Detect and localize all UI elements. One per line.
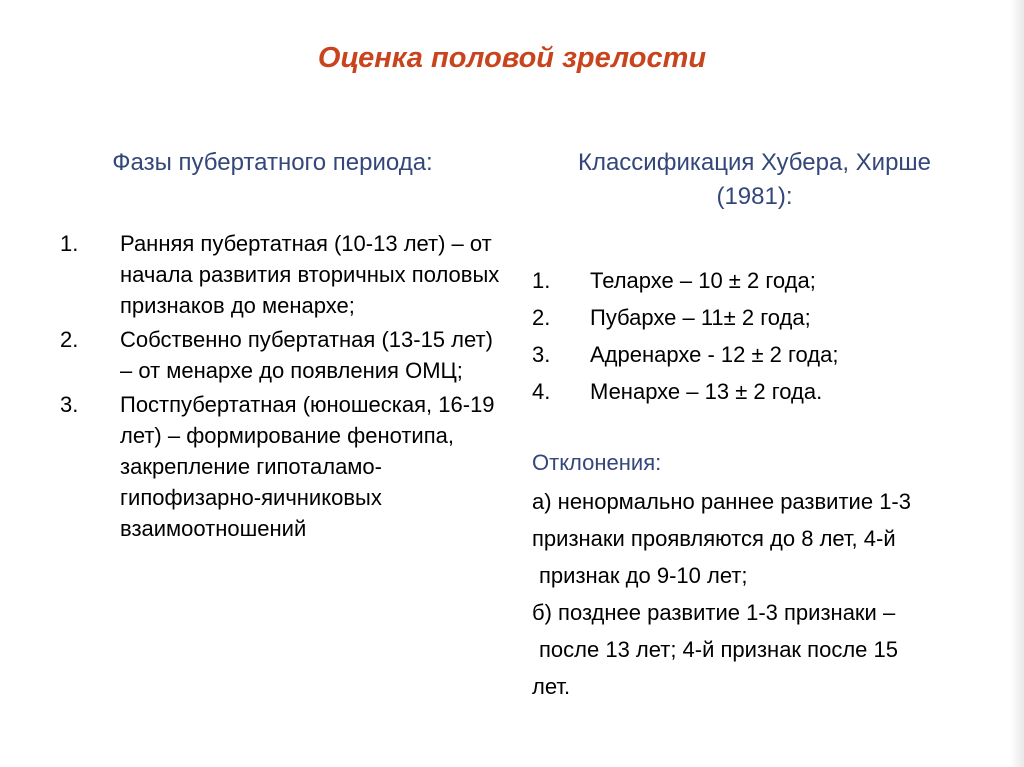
phase-text: Собственно пубертатная (13-15 лет) – от менархе до появления ОМЦ; xyxy=(120,327,493,383)
slide-title: Оценка половой зрелости xyxy=(317,42,707,74)
deviation-line: после 13 лет; 4-й признак после 15 xyxy=(539,637,898,662)
phase-item xyxy=(60,389,500,544)
phase-number: 3. xyxy=(60,392,79,417)
classification-text: Менархе – 13 ± 2 года. xyxy=(590,379,823,404)
classification-item xyxy=(532,336,1002,373)
classification-text: Адренархе - 12 ± 2 года; xyxy=(590,342,839,367)
slide-edge-shadow xyxy=(1010,0,1024,767)
classification-heading-line1: Классификация Хубера, Хирше xyxy=(577,149,932,176)
deviation-line: а) ненормально раннее развитие 1-3 xyxy=(532,489,911,514)
classification-heading xyxy=(512,146,997,214)
classification-item xyxy=(532,299,1002,336)
classification-number: 4. xyxy=(532,379,551,404)
classification-number: 3. xyxy=(532,342,551,367)
classification-text: Пубархе – 11± 2 года; xyxy=(590,305,811,330)
deviation-line: б) позднее развитие 1-3 признаки – xyxy=(532,600,896,625)
phases-heading: Фазы пубертатного периода: xyxy=(112,149,433,176)
phase-number: 1. xyxy=(60,231,79,256)
deviation-line: признак до 9-10 лет; xyxy=(539,563,748,588)
classification-number: 1. xyxy=(532,268,551,293)
deviation-line: лет. xyxy=(532,674,571,699)
phase-number: 2. xyxy=(60,327,79,352)
classification-heading-line2: (1981): xyxy=(716,183,793,210)
phases-list xyxy=(60,228,500,547)
phase-text: Постпубертатная (юношеская, 16-19 лет) – формирование фенотипа, закрепление гипоталамо-гипофизарно-яичниковых взаимоотношений xyxy=(120,392,495,541)
deviations-heading: Отклонения: xyxy=(532,450,662,475)
deviation-line: признаки проявляются до 8 лет, 4-й xyxy=(532,526,896,551)
phase-item xyxy=(60,324,500,386)
classification-item xyxy=(532,262,1002,299)
classification-item xyxy=(532,373,1002,410)
huber-classification-list xyxy=(532,262,1002,410)
phase-item xyxy=(60,228,500,321)
classification-number: 2. xyxy=(532,305,551,330)
classification-text: Телархе – 10 ± 2 года; xyxy=(590,268,816,293)
phase-text: Ранняя пубертатная (10-13 лет) – от начала развития вторичных половых признаков до менархе; xyxy=(120,231,500,318)
